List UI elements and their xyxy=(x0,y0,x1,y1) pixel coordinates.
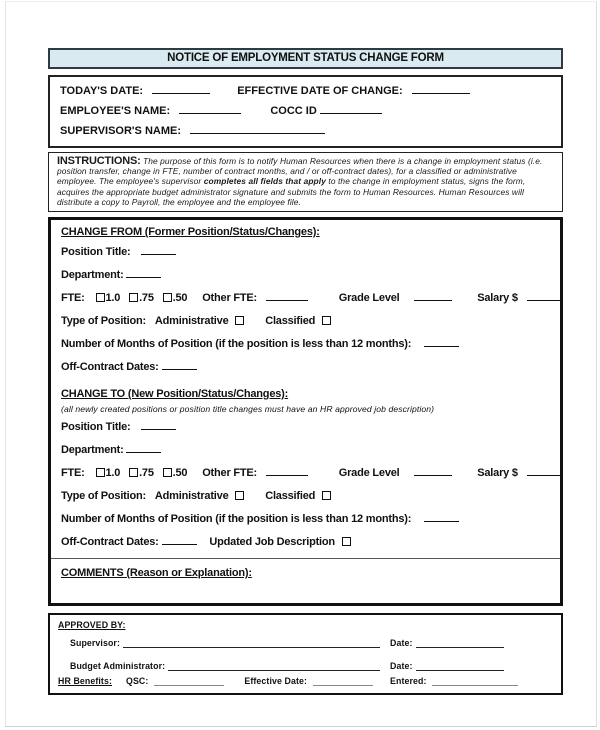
to-fte-label: FTE: xyxy=(61,467,85,480)
from-position-title-field[interactable] xyxy=(141,245,176,255)
entered-label: Entered: xyxy=(390,676,427,687)
to-other-fte-field[interactable] xyxy=(266,466,308,476)
cocc-id-field[interactable] xyxy=(320,104,382,114)
instructions-box xyxy=(48,152,563,212)
to-updated-job-checkbox[interactable] xyxy=(342,537,351,546)
budget-admin-signature-field[interactable] xyxy=(168,662,380,671)
from-classified-checkbox[interactable] xyxy=(322,316,331,325)
from-administrative-checkbox[interactable] xyxy=(235,316,244,325)
to-months-field[interactable] xyxy=(424,512,459,522)
supervisor-name-label: SUPERVISOR'S NAME: xyxy=(60,125,181,137)
from-grade-level-label: Grade Level xyxy=(338,292,400,305)
cocc-id-label: COCC ID xyxy=(270,105,317,117)
form-title: NOTICE OF EMPLOYMENT STATUS CHANGE FORM xyxy=(167,52,444,64)
from-type-label: Type of Position: xyxy=(61,315,147,328)
to-classified-checkbox[interactable] xyxy=(322,491,331,500)
from-fte-label: FTE: xyxy=(61,292,85,305)
to-off-contract-field[interactable] xyxy=(162,535,197,545)
header-fields-box xyxy=(48,75,563,148)
supervisor-signature-row xyxy=(58,638,553,648)
to-fte-.75-checkbox[interactable] xyxy=(129,468,138,477)
to-administrative-label: Administrative xyxy=(154,490,229,503)
from-type-row xyxy=(61,310,550,333)
from-fte-1.0-checkbox[interactable] xyxy=(96,293,105,302)
hr-effective-date-field[interactable] xyxy=(313,677,373,686)
budget-admin-signature-label: Budget Administrator: xyxy=(70,661,166,672)
to-department-label: Department: xyxy=(61,444,124,457)
to-months-row xyxy=(61,508,550,531)
todays-date-label: TODAY'S DATE: xyxy=(60,85,144,97)
from-position-title-label: Position Title: xyxy=(61,246,131,259)
from-other-fte-label: Other FTE: xyxy=(202,292,258,305)
header-row-supervisor xyxy=(60,121,551,141)
qsc-field[interactable] xyxy=(154,677,224,686)
comments-heading: COMMENTS (Reason or Explanation): xyxy=(61,567,252,580)
from-fte-1.0-label: 1.0 xyxy=(105,292,121,305)
budget-admin-date-label: Date: xyxy=(390,661,413,672)
change-to-heading: CHANGE TO (New Position/Status/Changes): xyxy=(61,388,289,401)
from-off-contract-field[interactable] xyxy=(162,360,197,370)
employee-name-field[interactable] xyxy=(179,104,241,114)
supervisor-date-field[interactable] xyxy=(416,639,504,648)
from-fte-.50-checkbox[interactable] xyxy=(163,293,172,302)
to-position-title-row xyxy=(61,416,550,439)
to-off-contract-label: Off-Contract Dates: xyxy=(61,536,159,549)
change-box xyxy=(48,217,563,606)
comments-divider xyxy=(51,558,560,559)
from-off-contract-row xyxy=(61,356,550,379)
to-updated-job-label: Updated Job Description xyxy=(209,536,335,549)
to-other-fte-label: Other FTE: xyxy=(202,467,258,480)
to-type-label: Type of Position: xyxy=(61,490,147,503)
from-months-row xyxy=(61,333,550,356)
form-title-bar xyxy=(48,48,563,69)
change-to-note: (all newly created positions or position title changes must have an HR approved job description) xyxy=(61,404,435,415)
to-months-label: Number of Months of Position (if the position is less than 12 months): xyxy=(61,513,412,526)
change-from-heading: CHANGE FROM (Former Position/Status/Changes): xyxy=(61,226,320,239)
from-department-row xyxy=(61,264,550,287)
to-fte-1.0-label: 1.0 xyxy=(105,467,121,480)
approved-by-heading: APPROVED BY: xyxy=(58,620,126,631)
from-other-fte-field[interactable] xyxy=(266,291,308,301)
supervisor-signature-label: Supervisor: xyxy=(70,638,120,649)
from-months-label: Number of Months of Position (if the position is less than 12 months): xyxy=(61,338,412,351)
supervisor-signature-field[interactable] xyxy=(123,639,380,648)
instructions-text-1: The purpose of this form is to notify Human Resources when there is a change in employment status (i.e. position transfer, change in FTE, number of contract months, and / or off-contract dates), for a classified or administrative employee. The employee's supervisor xyxy=(57,156,543,187)
from-fte-.75-label: .75 xyxy=(139,292,154,305)
hr-benefits-row xyxy=(58,676,553,686)
to-classified-label: Classified xyxy=(265,490,316,503)
supervisor-date-label: Date: xyxy=(390,638,413,649)
supervisor-name-field[interactable] xyxy=(190,124,325,134)
from-salary-label: Salary $ xyxy=(477,292,518,305)
hr-benefits-label: HR Benefits: xyxy=(58,676,112,687)
from-off-contract-label: Off-Contract Dates: xyxy=(61,361,159,374)
todays-date-field[interactable] xyxy=(152,84,210,94)
from-months-field[interactable] xyxy=(424,337,459,347)
approved-by-box xyxy=(48,613,563,695)
entered-field[interactable] xyxy=(432,677,518,686)
form-document xyxy=(48,48,563,695)
to-fte-.50-checkbox[interactable] xyxy=(163,468,172,477)
employee-name-label: EMPLOYEE'S NAME: xyxy=(60,105,171,117)
instructions-label: INSTRUCTIONS: xyxy=(57,155,141,167)
from-fte-.75-checkbox[interactable] xyxy=(129,293,138,302)
to-position-title-label: Position Title: xyxy=(61,421,131,434)
header-row-dates xyxy=(60,81,551,101)
from-classified-label: Classified xyxy=(265,315,316,328)
effective-date-field[interactable] xyxy=(412,84,470,94)
to-fte-.75-label: .75 xyxy=(139,467,154,480)
instructions-text-2: to the change in employment status, signs the form, acquires the appropriate budget administrator signature and submits the form to Human Resources. Human Resources will distribute a copy to Payroll, the employee and the employee file. xyxy=(57,176,526,207)
from-salary-field[interactable] xyxy=(527,291,562,301)
to-administrative-checkbox[interactable] xyxy=(235,491,244,500)
to-grade-level-label: Grade Level xyxy=(338,467,400,480)
from-position-title-row xyxy=(61,241,550,264)
to-fte-row xyxy=(61,462,550,485)
to-fte-1.0-checkbox[interactable] xyxy=(96,468,105,477)
from-fte-.50-label: .50 xyxy=(172,292,188,305)
to-salary-field[interactable] xyxy=(527,466,562,476)
from-fte-row xyxy=(61,287,550,310)
to-position-title-field[interactable] xyxy=(141,420,176,430)
to-salary-label: Salary $ xyxy=(477,467,518,480)
qsc-label: QSC: xyxy=(126,676,149,687)
budget-admin-signature-row xyxy=(58,661,553,671)
from-administrative-label: Administrative xyxy=(154,315,229,328)
from-department-field[interactable] xyxy=(126,268,161,278)
budget-admin-date-field[interactable] xyxy=(416,662,504,671)
instructions-bold-text: completes all fields that apply xyxy=(203,176,326,187)
from-department-label: Department: xyxy=(61,269,124,282)
header-row-employee xyxy=(60,101,551,121)
from-grade-level-field[interactable] xyxy=(414,291,452,301)
to-type-row xyxy=(61,485,550,508)
to-department-field[interactable] xyxy=(126,443,161,453)
to-off-contract-row xyxy=(61,531,550,554)
hr-effective-date-label: Effective Date: xyxy=(244,676,308,687)
comments-field[interactable] xyxy=(61,582,550,603)
to-department-row xyxy=(61,439,550,462)
to-fte-.50-label: .50 xyxy=(172,467,188,480)
to-grade-level-field[interactable] xyxy=(414,466,452,476)
effective-date-label: EFFECTIVE DATE OF CHANGE: xyxy=(237,85,403,97)
